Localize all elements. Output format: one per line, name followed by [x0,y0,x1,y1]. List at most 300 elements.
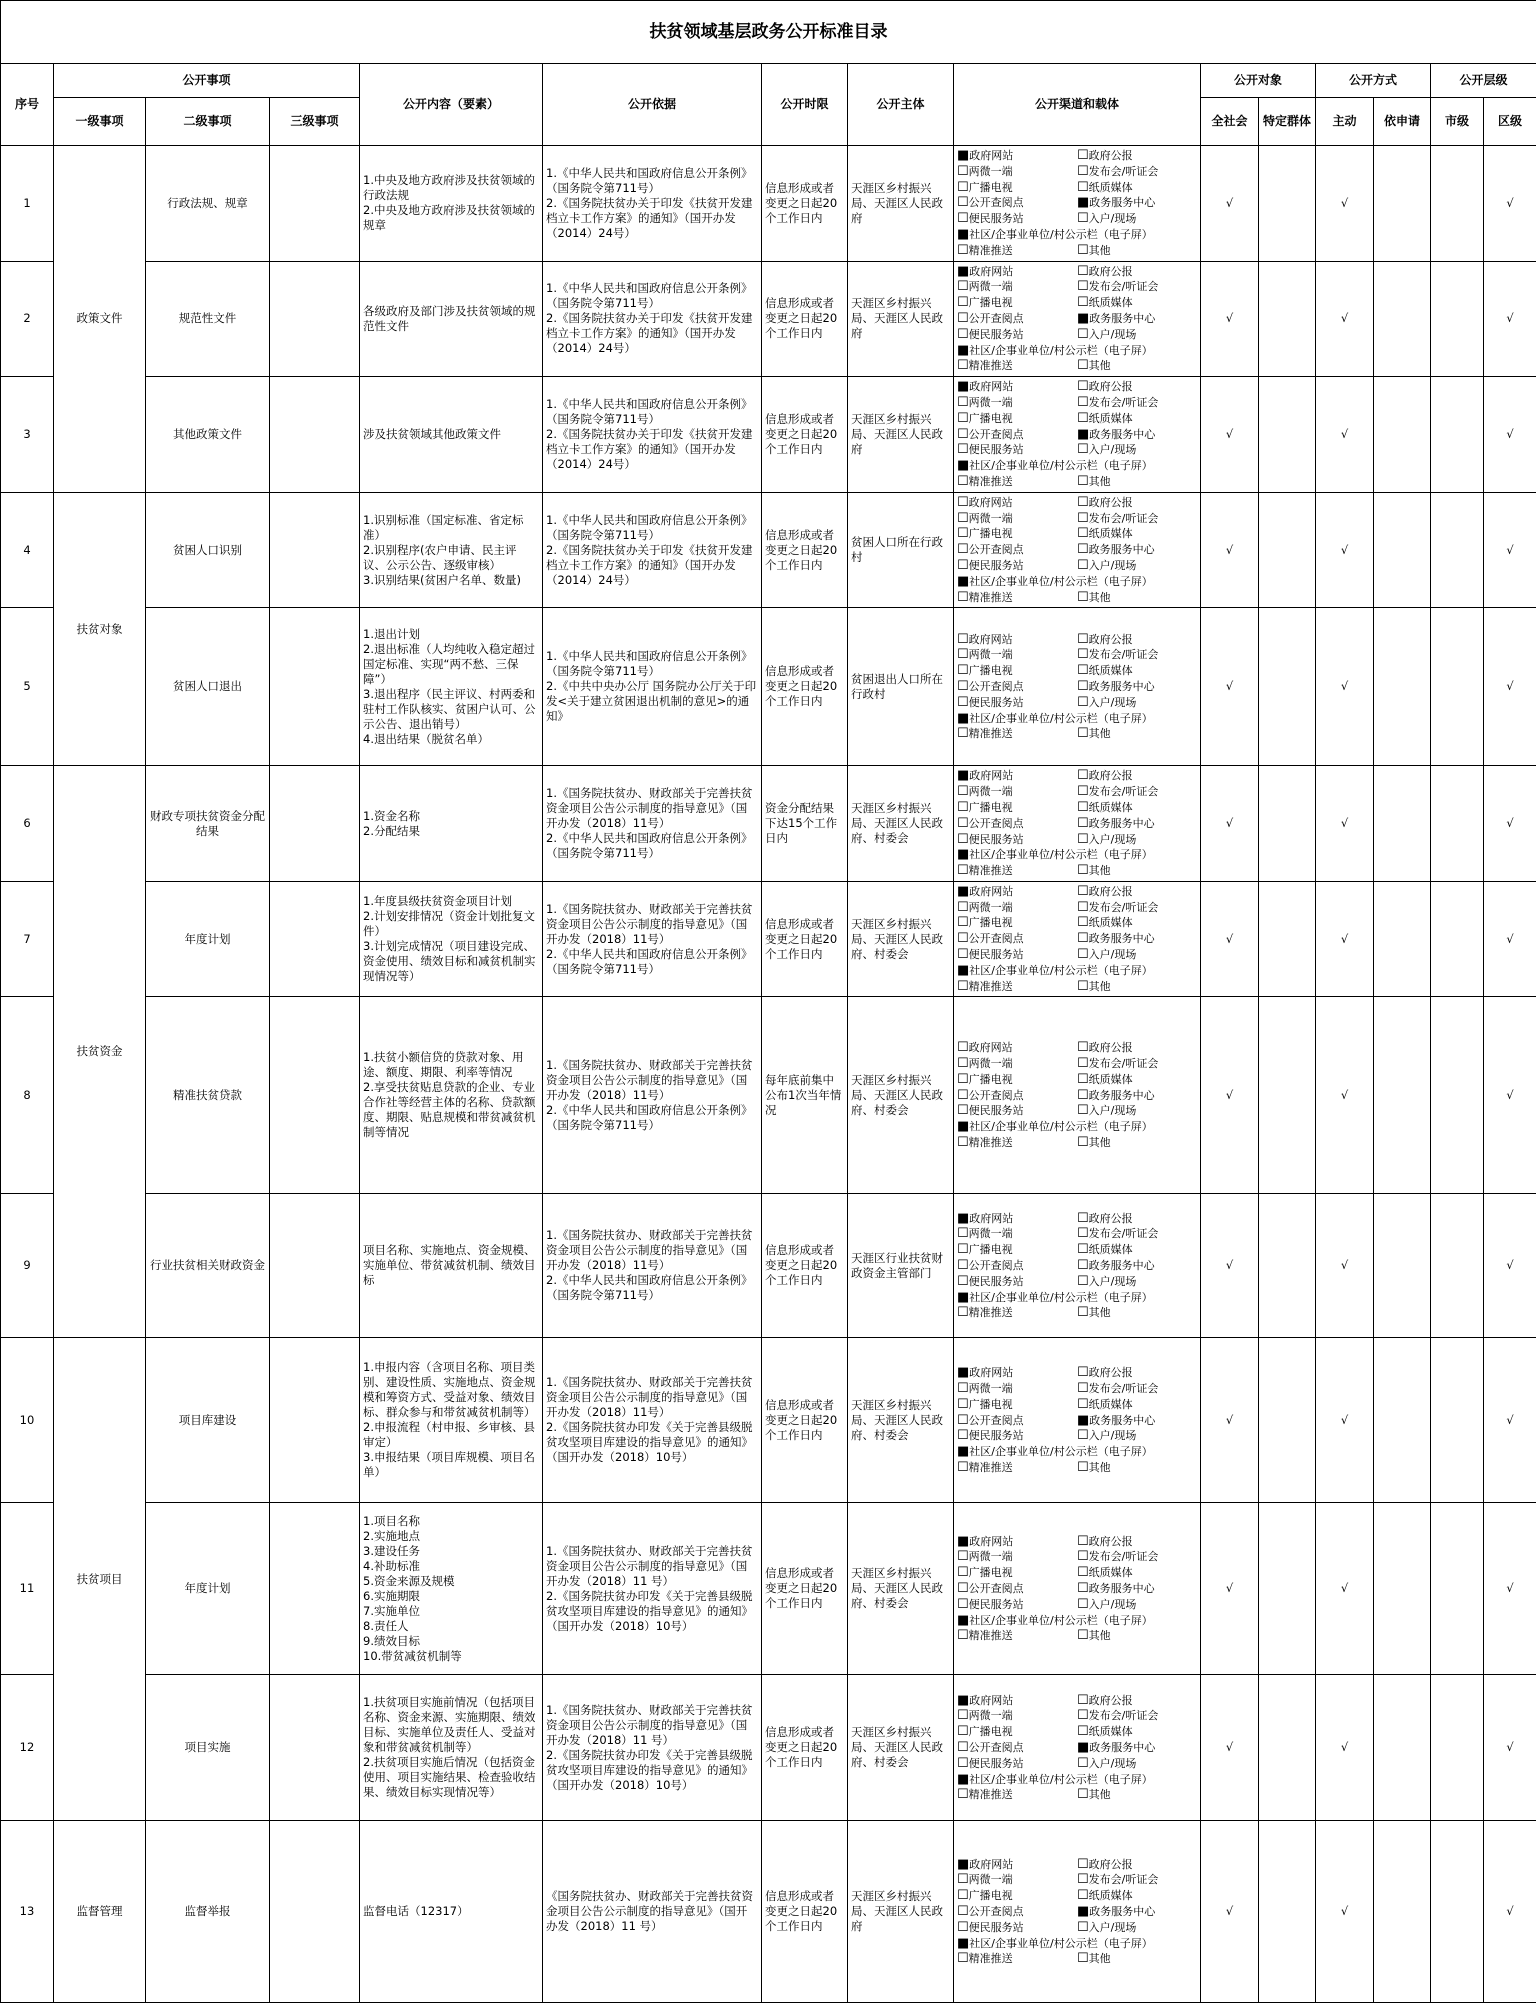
header-target-specific: 特定群体 [1259,98,1316,146]
row-index: 3 [1,377,54,493]
target-all-mark: √ [1201,1194,1259,1338]
header-mode: 公开方式 [1316,64,1431,98]
basis-cell: 1.《中华人民共和国政府信息公开条例》（国务院令第711号） 2.《国务院扶贫办关于印发《扶贫开发建档立卡工作方案》的通知》（国开办发（2014）24号） [543,146,762,262]
unchecked-box-icon: ☐ [1077,1226,1089,1241]
level3-item [270,492,360,608]
channel-item [1077,832,1197,848]
channel-label: 精准推送 [969,1788,1013,1801]
channel-item [1077,663,1197,679]
unchecked-box-icon: ☐ [957,1740,969,1755]
channel-label: 纸质媒体 [1089,527,1133,540]
channel-label: 政务服务中心 [1089,1089,1155,1102]
time-cell: 信息形成或者变更之日起20个工作日内 [762,492,848,608]
channel-label: 精准推送 [969,244,1013,257]
channel-item [1077,1211,1197,1227]
level-district-mark: √ [1484,608,1536,766]
unchecked-box-icon: ☐ [1077,411,1089,426]
basis-cell: 1.《国务院扶贫办、财政部关于完善扶贫资金项目公告公示制度的指导意见》（国开办发（2018）11号） 2.《中华人民共和国政府信息公开条例》（国务院令第711号） [543,1194,762,1338]
channels-cell [954,1821,1201,2003]
basis-cell: 《国务院扶贫办、财政部关于完善扶贫资金项目公告公示制度的指导意见》（国开办发（2018）11 号） [543,1821,762,2003]
channel-label: 便民服务站 [969,1757,1024,1770]
unchecked-box-icon: ☐ [957,1056,969,1071]
unchecked-box-icon: ☐ [957,832,969,847]
row-index: 9 [1,1194,54,1338]
channel-label: 政府网站 [969,265,1013,278]
channels-cell [954,997,1201,1194]
unchecked-box-icon: ☐ [1077,1534,1089,1549]
channel-list [957,1365,1197,1476]
channel-item [957,768,1077,784]
row-index: 6 [1,766,54,882]
channel-item [957,816,1077,832]
unchecked-box-icon: ☐ [957,1549,969,1564]
channel-item [957,227,1197,243]
unchecked-box-icon: ☐ [1077,1872,1089,1887]
channel-label: 入户/现场 [1089,1275,1137,1288]
channel-item [957,1211,1077,1227]
channel-item [957,979,1077,995]
channel-label: 便民服务站 [969,1275,1024,1288]
unchecked-box-icon: ☐ [1077,1258,1089,1273]
unchecked-box-icon: ☐ [957,526,969,541]
channel-item [957,358,1077,374]
channel-item [957,574,1197,590]
unchecked-box-icon: ☐ [1077,474,1089,489]
channel-item [1077,884,1197,900]
channel-label: 便民服务站 [969,1598,1024,1611]
page-title: 扶贫领域基层政务公开标准目录 [1,1,1536,64]
target-specific-mark [1259,608,1316,766]
channel-item [957,1135,1077,1151]
channel-label: 社区/企事业单位/村公示栏（电子屏） [969,459,1152,472]
channel-item [1077,164,1197,180]
unchecked-box-icon: ☐ [957,1708,969,1723]
time-cell: 每年底前集中公布1次当年情况 [762,997,848,1194]
channel-label: 纸质媒体 [1089,181,1133,194]
channel-item [957,542,1077,558]
channel-label: 发布会/听证会 [1089,648,1159,661]
channel-item [957,1740,1077,1756]
channel-item [957,1103,1077,1119]
channel-item [1077,243,1197,259]
channel-label: 发布会/听证会 [1089,280,1159,293]
channel-item [1077,1226,1197,1242]
unchecked-box-icon: ☐ [957,1242,969,1257]
unchecked-box-icon: ☐ [957,164,969,179]
channel-label: 广播电视 [969,1398,1013,1411]
level2-item: 行业扶贫相关财政资金 [146,1194,270,1338]
channel-item [957,558,1077,574]
channel-item [1077,1072,1197,1088]
level-city-mark [1431,1503,1484,1675]
channel-label: 其他 [1089,727,1111,740]
unchecked-box-icon: ☐ [957,784,969,799]
unchecked-box-icon: ☐ [957,590,969,605]
basis-cell: 1.《国务院扶贫办、财政部关于完善扶贫资金项目公告公示制度的指导意见》（国开办发（2018）11号） 2.《中华人民共和国政府信息公开条例》（国务院令第711号） [543,881,762,997]
unchecked-box-icon: ☐ [1077,495,1089,510]
channel-label: 纸质媒体 [1089,412,1133,425]
unchecked-box-icon: ☐ [957,1756,969,1771]
channels-cell [954,1675,1201,1821]
channel-item [957,195,1077,211]
unchecked-box-icon: ☐ [1077,1040,1089,1055]
channel-label: 发布会/听证会 [1089,785,1159,798]
channel-list [957,1857,1197,1968]
unchecked-box-icon: ☐ [957,1787,969,1802]
unchecked-box-icon: ☐ [1077,558,1089,573]
level-district-mark: √ [1484,766,1536,882]
content-cell: 1.项目名称 2.实施地点 3.建设任务 4.补助标准 5.资金来源及规模 6.实施期限 7.实施单位 8.责任人 9.绩效目标 10.带贫减贫机制等 [360,1503,543,1675]
header-target: 公开对象 [1201,64,1316,98]
channel-label: 便民服务站 [969,559,1024,572]
channel-item [957,931,1077,947]
channel-list [957,495,1197,606]
channel-item [957,632,1077,648]
time-cell: 信息形成或者变更之日起20个工作日内 [762,1194,848,1338]
channel-label: 政务服务中心 [1089,1741,1155,1754]
channel-label: 入户/现场 [1089,559,1137,572]
level-district-mark: √ [1484,1675,1536,1821]
channel-item [957,726,1077,742]
channel-item [1077,395,1197,411]
channel-item [1077,1381,1197,1397]
channel-item [1077,264,1197,280]
unchecked-box-icon: ☐ [1077,1211,1089,1226]
unchecked-box-icon: ☐ [957,1951,969,1966]
level3-item [270,146,360,262]
mode-active-mark: √ [1316,492,1374,608]
level-district-mark: √ [1484,997,1536,1194]
header-subject: 公开主体 [848,64,954,146]
channel-item [1077,1951,1197,1967]
channel-item [957,1365,1077,1381]
channel-label: 社区/企事业单位/村公示栏（电子屏） [969,1773,1152,1786]
channel-list [957,1040,1197,1151]
channels-cell [954,881,1201,997]
checked-box-icon: ■ [957,1857,969,1872]
channel-label: 发布会/听证会 [1089,1550,1159,1563]
unchecked-box-icon: ☐ [957,1135,969,1150]
table-row [1,492,1536,608]
subject-cell: 天涯区乡村振兴局、天涯区人民政府、村委会 [848,997,954,1194]
mode-apply-mark [1374,1338,1431,1503]
channel-item [957,1056,1077,1072]
target-specific-mark [1259,261,1316,377]
channel-item [1077,915,1197,931]
unchecked-box-icon: ☐ [957,243,969,258]
content-cell: 监督电话（12317） [360,1821,543,2003]
channel-label: 入户/现场 [1089,328,1137,341]
unchecked-box-icon: ☐ [1077,726,1089,741]
channel-item [957,495,1077,511]
channel-label: 入户/现场 [1089,443,1137,456]
subject-cell: 天涯区乡村振兴局、天涯区人民政府、村委会 [848,881,954,997]
unchecked-box-icon: ☐ [1077,379,1089,394]
level2-item: 行政法规、规章 [146,146,270,262]
channel-item [1077,358,1197,374]
channel-label: 纸质媒体 [1089,1566,1133,1579]
unchecked-box-icon: ☐ [1077,1920,1089,1935]
channel-label: 精准推送 [969,980,1013,993]
subject-cell: 天涯区乡村振兴局、天涯区人民政府 [848,146,954,262]
channel-label: 两微一端 [969,1382,1013,1395]
channel-label: 公开查阅点 [969,428,1024,441]
channel-label: 公开查阅点 [969,1582,1024,1595]
table-row [1,1503,1536,1675]
channel-item [957,1581,1077,1597]
channel-label: 广播电视 [969,1073,1013,1086]
unchecked-box-icon: ☐ [957,442,969,457]
unchecked-box-icon: ☐ [957,1597,969,1612]
target-specific-mark [1259,492,1316,608]
level3-item [270,997,360,1194]
channel-item [957,863,1077,879]
channel-label: 两微一端 [969,165,1013,178]
unchecked-box-icon: ☐ [1077,632,1089,647]
basis-cell: 1.《国务院扶贫办、财政部关于完善扶贫资金项目公告公示制度的指导意见》（国开办发（2018）11号） 2.《中华人民共和国政府信息公开条例》（国务院令第711号） [543,997,762,1194]
channel-item [1077,474,1197,490]
channel-item [957,947,1077,963]
table-row [1,1194,1536,1338]
channel-label: 纸质媒体 [1089,1725,1133,1738]
unchecked-box-icon: ☐ [957,279,969,294]
checked-box-icon: ■ [1077,1740,1089,1755]
unchecked-box-icon: ☐ [957,474,969,489]
unchecked-box-icon: ☐ [1077,295,1089,310]
header-target-all: 全社会 [1201,98,1259,146]
unchecked-box-icon: ☐ [1077,542,1089,557]
channel-label: 其他 [1089,864,1111,877]
unchecked-box-icon: ☐ [1077,1581,1089,1596]
unchecked-box-icon: ☐ [1077,947,1089,962]
channel-list [957,1693,1197,1804]
channel-item [957,679,1077,695]
level1-item: 政策文件 [54,146,146,493]
level-city-mark [1431,766,1484,882]
checked-box-icon: ■ [957,1444,969,1459]
channel-label: 发布会/听证会 [1089,1057,1159,1070]
channel-item [1077,427,1197,443]
channel-item [1077,379,1197,395]
channel-label: 广播电视 [969,1889,1013,1902]
channel-item [957,590,1077,606]
channel-item [957,695,1077,711]
header-level-city: 市级 [1431,98,1484,146]
unchecked-box-icon: ☐ [957,1904,969,1919]
channel-label: 发布会/听证会 [1089,901,1159,914]
unchecked-box-icon: ☐ [957,1460,969,1475]
channel-item [1077,211,1197,227]
checked-box-icon: ■ [957,768,969,783]
channel-item [957,1872,1077,1888]
channel-item [1077,947,1197,963]
channel-label: 政府网站 [969,149,1013,162]
channel-item [957,1274,1077,1290]
channel-label: 社区/企事业单位/村公示栏（电子屏） [969,1937,1152,1950]
channel-item [957,1936,1197,1952]
channel-item [957,1534,1077,1550]
subject-cell: 天涯区乡村振兴局、天涯区人民政府、村委会 [848,1675,954,1821]
channel-item [1077,1274,1197,1290]
unchecked-box-icon: ☐ [957,947,969,962]
header-mode-apply: 依申请 [1374,98,1431,146]
unchecked-box-icon: ☐ [1077,1549,1089,1564]
header-level: 公开层级 [1431,64,1536,98]
unchecked-box-icon: ☐ [957,295,969,310]
channel-item [1077,1534,1197,1550]
unchecked-box-icon: ☐ [1077,526,1089,541]
channel-label: 精准推送 [969,1306,1013,1319]
channel-item [957,1040,1077,1056]
content-cell: 各级政府及部门涉及扶贫领域的规范性文件 [360,261,543,377]
time-cell: 信息形成或者变更之日起20个工作日内 [762,1503,848,1675]
channel-label: 广播电视 [969,412,1013,425]
header-mode-active: 主动 [1316,98,1374,146]
channel-label: 两微一端 [969,1873,1013,1886]
channels-cell [954,492,1201,608]
mode-active-mark: √ [1316,1194,1374,1338]
unchecked-box-icon: ☐ [1077,832,1089,847]
time-cell: 信息形成或者变更之日起20个工作日内 [762,261,848,377]
unchecked-box-icon: ☐ [957,311,969,326]
content-cell: 1.识别标准（国定标准、省定标准） 2.识别程序(农户申请、民主评议、公示公告、逐级审核） 3.识别结果(贫困户名单、数量) [360,492,543,608]
channel-item [1077,1581,1197,1597]
mode-active-mark: √ [1316,881,1374,997]
time-cell: 信息形成或者变更之日起20个工作日内 [762,1821,848,2003]
channel-label: 便民服务站 [969,1104,1024,1117]
channel-label: 广播电视 [969,1243,1013,1256]
mode-apply-mark [1374,492,1431,608]
channel-label: 政务服务中心 [1089,1414,1155,1427]
channel-item [957,295,1077,311]
checked-box-icon: ■ [957,379,969,394]
unchecked-box-icon: ☐ [957,695,969,710]
unchecked-box-icon: ☐ [957,558,969,573]
channel-item [1077,1056,1197,1072]
channel-label: 政府网站 [969,1694,1013,1707]
channel-label: 政府公报 [1089,633,1133,646]
channel-label: 政府公报 [1089,1694,1133,1707]
target-specific-mark [1259,881,1316,997]
channel-label: 政府公报 [1089,265,1133,278]
row-index: 12 [1,1675,54,1821]
channel-item [1077,311,1197,327]
channel-label: 政府公报 [1089,149,1133,162]
channel-label: 其他 [1089,244,1111,257]
time-cell: 信息形成或者变更之日起20个工作日内 [762,377,848,493]
channel-item [1077,558,1197,574]
unchecked-box-icon: ☐ [1077,915,1089,930]
unchecked-box-icon: ☐ [1077,800,1089,815]
unchecked-box-icon: ☐ [1077,1056,1089,1071]
header-basis: 公开依据 [543,64,762,146]
checked-box-icon: ■ [957,458,969,473]
channel-item [1077,768,1197,784]
channel-label: 发布会/听证会 [1089,1382,1159,1395]
content-cell: 1.扶贫项目实施前情况（包括项目名称、资金来源、实施期限、绩效目标、实施单位及责任人、受益对象和带贫减贫机制等） 2.扶贫项目实施后情况（包括资金使用、项目实施结果、检查验收结果、绩效目标实现情况等） [360,1675,543,1821]
channel-item [957,1628,1077,1644]
table-row [1,997,1536,1194]
channel-item [957,1226,1077,1242]
channels-cell [954,1503,1201,1675]
channel-label: 社区/企事业单位/村公示栏（电子屏） [969,344,1152,357]
unchecked-box-icon: ☐ [957,1581,969,1596]
target-all-mark: √ [1201,146,1259,262]
level3-item [270,1194,360,1338]
unchecked-box-icon: ☐ [1077,979,1089,994]
channel-label: 政务服务中心 [1089,1905,1155,1918]
target-specific-mark [1259,766,1316,882]
channel-item [1077,1756,1197,1772]
channel-label: 政务服务中心 [1089,428,1155,441]
level2-item: 其他政策文件 [146,377,270,493]
channel-item [1077,632,1197,648]
channel-label: 便民服务站 [969,696,1024,709]
channels-cell [954,146,1201,262]
target-all-mark: √ [1201,1503,1259,1675]
channel-label: 广播电视 [969,181,1013,194]
channel-item [957,1920,1077,1936]
channel-item [957,379,1077,395]
content-cell: 1.年度县级扶贫资金项目计划 2.计划安排情况（资金计划批复文件） 3.计划完成情况（项目建设完成、资金使用、绩效目标和减贫机制实现情况等） [360,881,543,997]
level-city-mark [1431,1821,1484,2003]
channel-item [957,211,1077,227]
channel-item [1077,1305,1197,1321]
channel-item [1077,442,1197,458]
target-all-mark: √ [1201,766,1259,882]
table-row [1,1821,1536,2003]
channel-label: 入户/现场 [1089,1598,1137,1611]
channel-item [957,243,1077,259]
unchecked-box-icon: ☐ [1077,279,1089,294]
channel-label: 政务服务中心 [1089,1259,1155,1272]
checked-box-icon: ■ [957,1613,969,1628]
channel-label: 精准推送 [969,1629,1013,1642]
channel-item [1077,816,1197,832]
channel-label: 政府公报 [1089,1858,1133,1871]
unchecked-box-icon: ☐ [1077,1787,1089,1802]
channel-item [1077,784,1197,800]
unchecked-box-icon: ☐ [1077,164,1089,179]
channel-list [957,768,1197,879]
target-specific-mark [1259,377,1316,493]
unchecked-box-icon: ☐ [957,1872,969,1887]
unchecked-box-icon: ☐ [1077,243,1089,258]
checked-box-icon: ■ [957,1772,969,1787]
mode-apply-mark [1374,766,1431,882]
channel-label: 其他 [1089,1306,1111,1319]
channel-item [1077,900,1197,916]
level-district-mark: √ [1484,492,1536,608]
channel-item [957,279,1077,295]
channel-item [957,511,1077,527]
channel-label: 政务服务中心 [1089,543,1155,556]
channel-item [957,180,1077,196]
channel-item [1077,1904,1197,1920]
level-city-mark [1431,492,1484,608]
unchecked-box-icon: ☐ [957,1258,969,1273]
channel-label: 便民服务站 [969,1429,1024,1442]
unchecked-box-icon: ☐ [957,1103,969,1118]
level-city-mark [1431,1675,1484,1821]
mode-apply-mark [1374,1194,1431,1338]
checked-box-icon: ■ [1077,1904,1089,1919]
channel-item [957,311,1077,327]
mode-active-mark: √ [1316,1338,1374,1503]
channel-label: 两微一端 [969,1709,1013,1722]
table-row [1,377,1536,493]
channel-label: 精准推送 [969,864,1013,877]
